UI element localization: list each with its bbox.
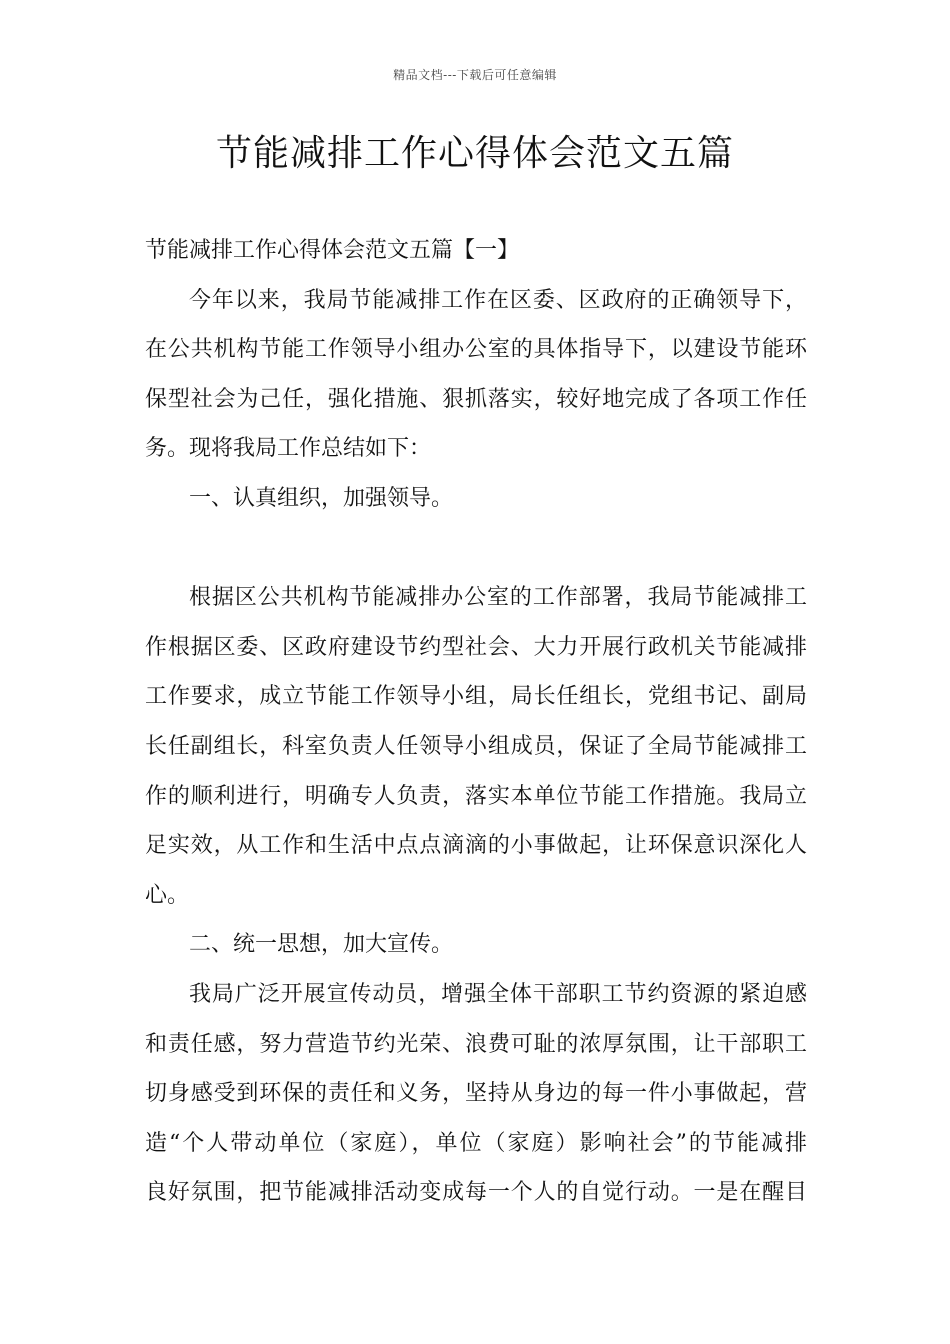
- section-heading: 节能减排工作心得体会范文五篇【一】: [145, 238, 520, 263]
- paragraph-line: 良好氛围，把节能减排活动变成每一个人的自觉行动。一是在醒目: [145, 1180, 807, 1206]
- paragraph-line: 工作要求，成立节能工作领导小组，局长任组长，党组书记、副局: [145, 684, 807, 710]
- subsection-heading: 一、认真组织，加强领导。: [189, 485, 454, 511]
- paragraph-line: 保型社会为己任，强化措施、狠抓落实，较好地完成了各项工作任: [145, 386, 807, 412]
- paragraph-line: 根据区公共机构节能减排办公室的工作部署，我局节能减排工: [189, 585, 807, 611]
- paragraph-line: 今年以来，我局节能减排工作在区委、区政府的正确领导下，: [189, 287, 807, 313]
- document-body: [145, 226, 807, 1218]
- paragraph-line: 在公共机构节能工作领导小组办公室的具体指导下，以建设节能环: [145, 337, 807, 363]
- blank-line: [145, 524, 807, 574]
- paragraph-line: 务。现将我局工作总结如下：: [145, 436, 432, 462]
- paragraph-line: 足实效，从工作和生活中点点滴滴的小事做起，让环保意识深化人: [145, 833, 807, 859]
- paragraph-line: 作的顺利进行，明确专人负责，落实本单位节能工作措施。我局立: [145, 783, 807, 809]
- paragraph-line: 长任副组长，科室负责人任领导小组成员，保证了全局节能减排工: [145, 733, 807, 759]
- paragraph-line: 我局广泛开展宣传动员，增强全体干部职工节约资源的紧迫感: [189, 981, 807, 1007]
- document-title: 节能减排工作心得体会范文五篇: [215, 133, 734, 174]
- paragraph-line: 和责任感，努力营造节约光荣、浪费可耻的浓厚氛围，让干部职工: [145, 1031, 807, 1057]
- paragraph-line: 作根据区委、区政府建设节约型社会、大力开展行政机关节能减排: [145, 634, 807, 660]
- paragraph-line: 造“个人带动单位（家庭），单位（家庭）影响社会”的节能减排: [145, 1130, 807, 1156]
- header-note: 精品文档---下载后可任意编辑: [393, 68, 557, 82]
- paragraph-line: 切身感受到环保的责任和义务，坚持从身边的每一件小事做起，营: [145, 1081, 807, 1107]
- paragraph-line: 心。: [145, 882, 190, 908]
- subsection-heading: 二、统一思想，加大宣传。: [189, 932, 454, 958]
